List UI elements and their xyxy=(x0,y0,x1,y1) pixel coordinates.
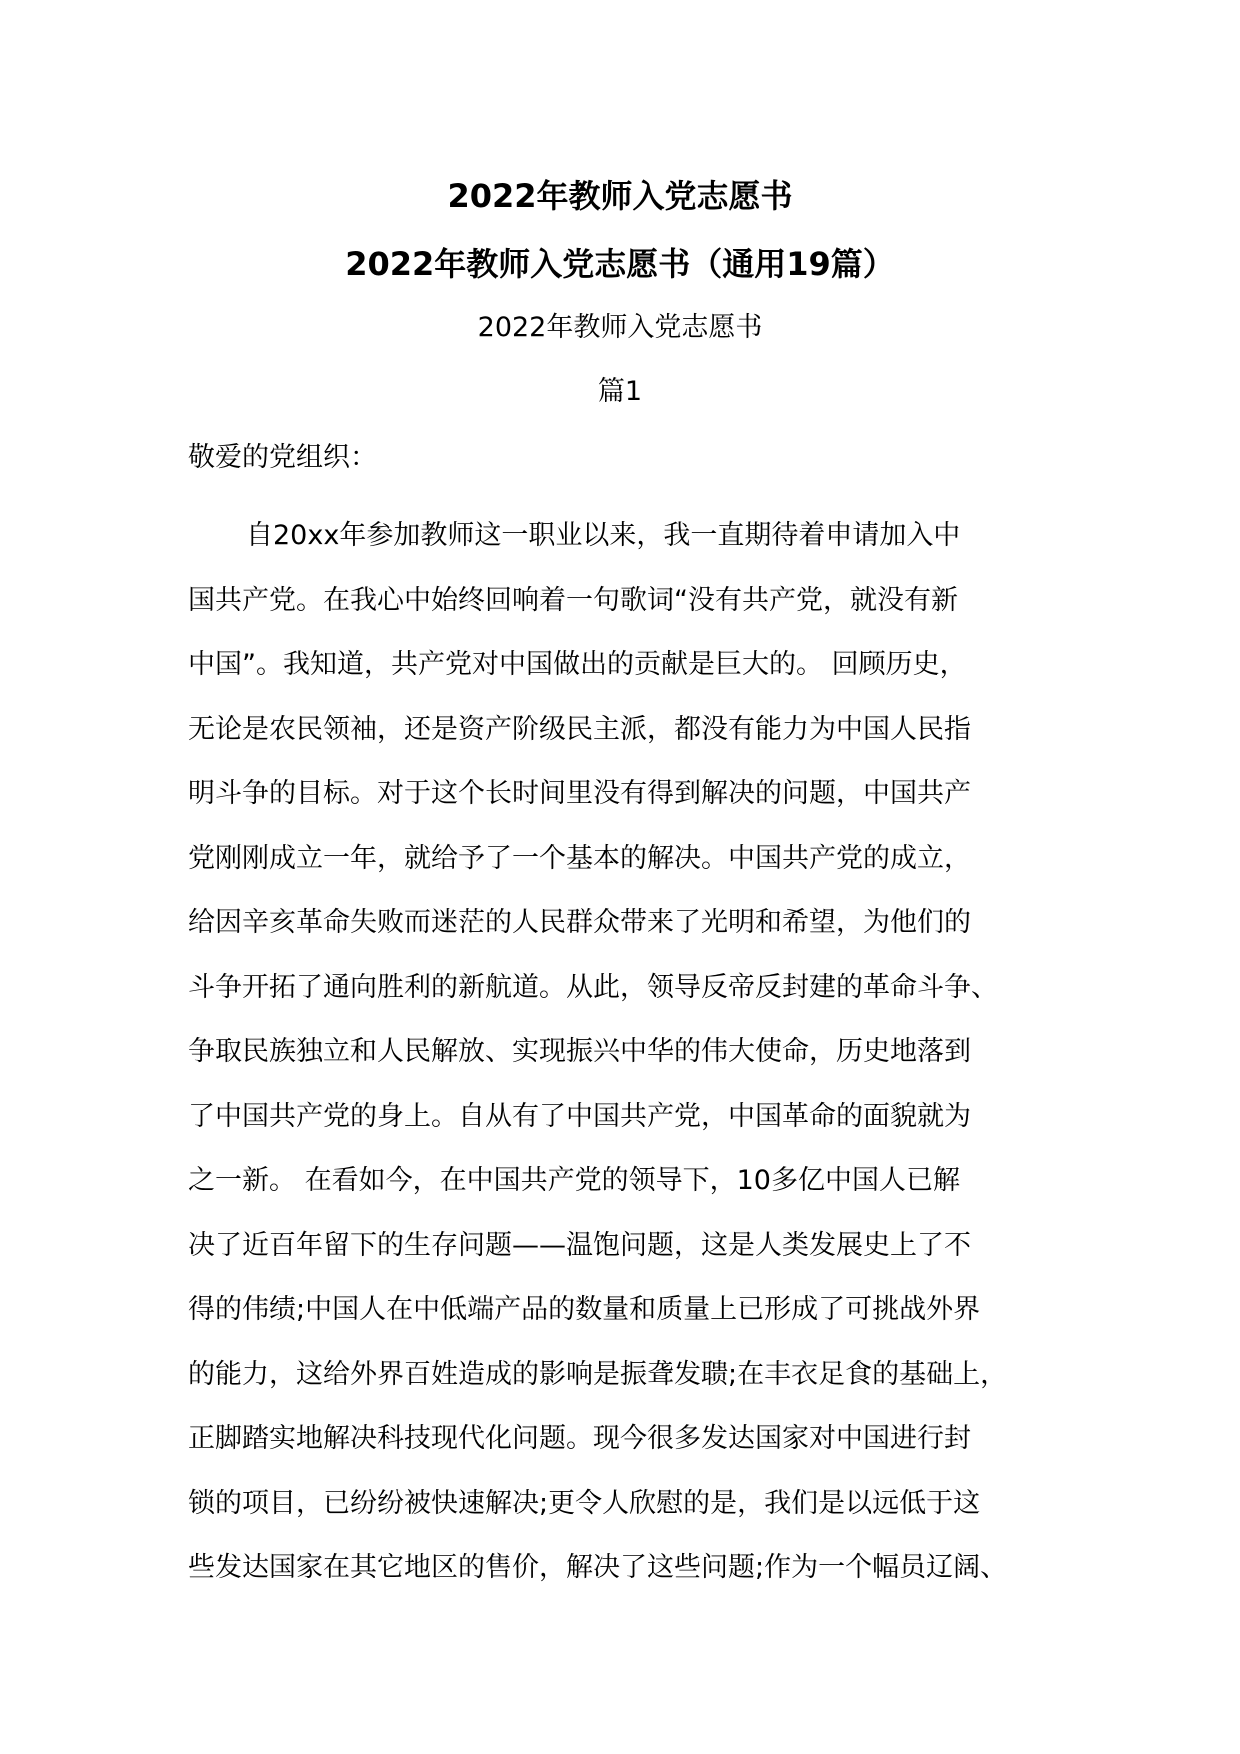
body-line: 无论是农民领袖，还是资产阶级民主派，都没有能力为中国人民指 xyxy=(188,713,971,745)
section-title: 2022年教师入党志愿书 xyxy=(477,312,763,343)
body-line: 自20xx年参加教师这一职业以来，我一直期待着申请加入中 xyxy=(246,520,961,551)
body-line: 中国”。我知道，共产党对中国做出的贡献是巨大的。 回顾历史， xyxy=(188,649,967,680)
body-line: 斗争开拓了通向胜利的新航道。从此，领导反帝反封建的革命斗争、 xyxy=(188,971,998,1003)
body-line: 给因辛亥革命失败而迷茫的人民群众带来了光明和希望，为他们的 xyxy=(188,907,971,938)
body-line: 些发达国家在其它地区的售价，解决了这些问题;作为一个幅员辽阔、 xyxy=(188,1552,1008,1583)
body-line: 正脚踏实地解决科技现代化问题。现今很多发达国家对中国进行封 xyxy=(188,1423,971,1454)
document-title: 2022年教师入党志愿书 xyxy=(447,177,793,215)
body-line: 争取民族独立和人民解放、实现振兴中华的伟大使命，历史地落到 xyxy=(188,1036,971,1067)
body-line: 得的伟绩;中国人在中低端产品的数量和质量上已形成了可挑战外界 xyxy=(188,1294,981,1325)
body-line: 国共产党。在我心中始终回响着一句歌词“没有共产党，就没有新 xyxy=(188,584,958,616)
body-line: 决了近百年留下的生存问题——温饱问题，这是人类发展史上了不 xyxy=(188,1229,971,1261)
body-line: 锁的项目，已纷纷被快速解决;更令人欣慰的是，我们是以远低于这 xyxy=(188,1487,981,1519)
body-paragraph xyxy=(188,504,1088,1601)
body-line: 明斗争的目标。对于这个长时间里没有得到解决的问题，中国共产 xyxy=(188,778,971,809)
body-line: 了中国共产党的身上。自从有了中国共产党，中国革命的面貌就为 xyxy=(188,1100,971,1132)
body-line: 的能力，这给外界百姓造成的影响是振聋发聩;在丰衣足食的基础上， xyxy=(188,1358,1008,1390)
body-line: 之一新。 在看如今，在中国共产党的领导下，10多亿中国人已解 xyxy=(188,1165,960,1196)
salutation: 敬爱的党组织： xyxy=(188,442,377,473)
body-line: 党刚刚成立一年，就给予了一个基本的解决。中国共产党的成立， xyxy=(188,842,971,874)
section-number: 篇1 xyxy=(597,376,643,407)
document-subtitle: 2022年教师入党志愿书（通用19篇） xyxy=(345,245,895,283)
